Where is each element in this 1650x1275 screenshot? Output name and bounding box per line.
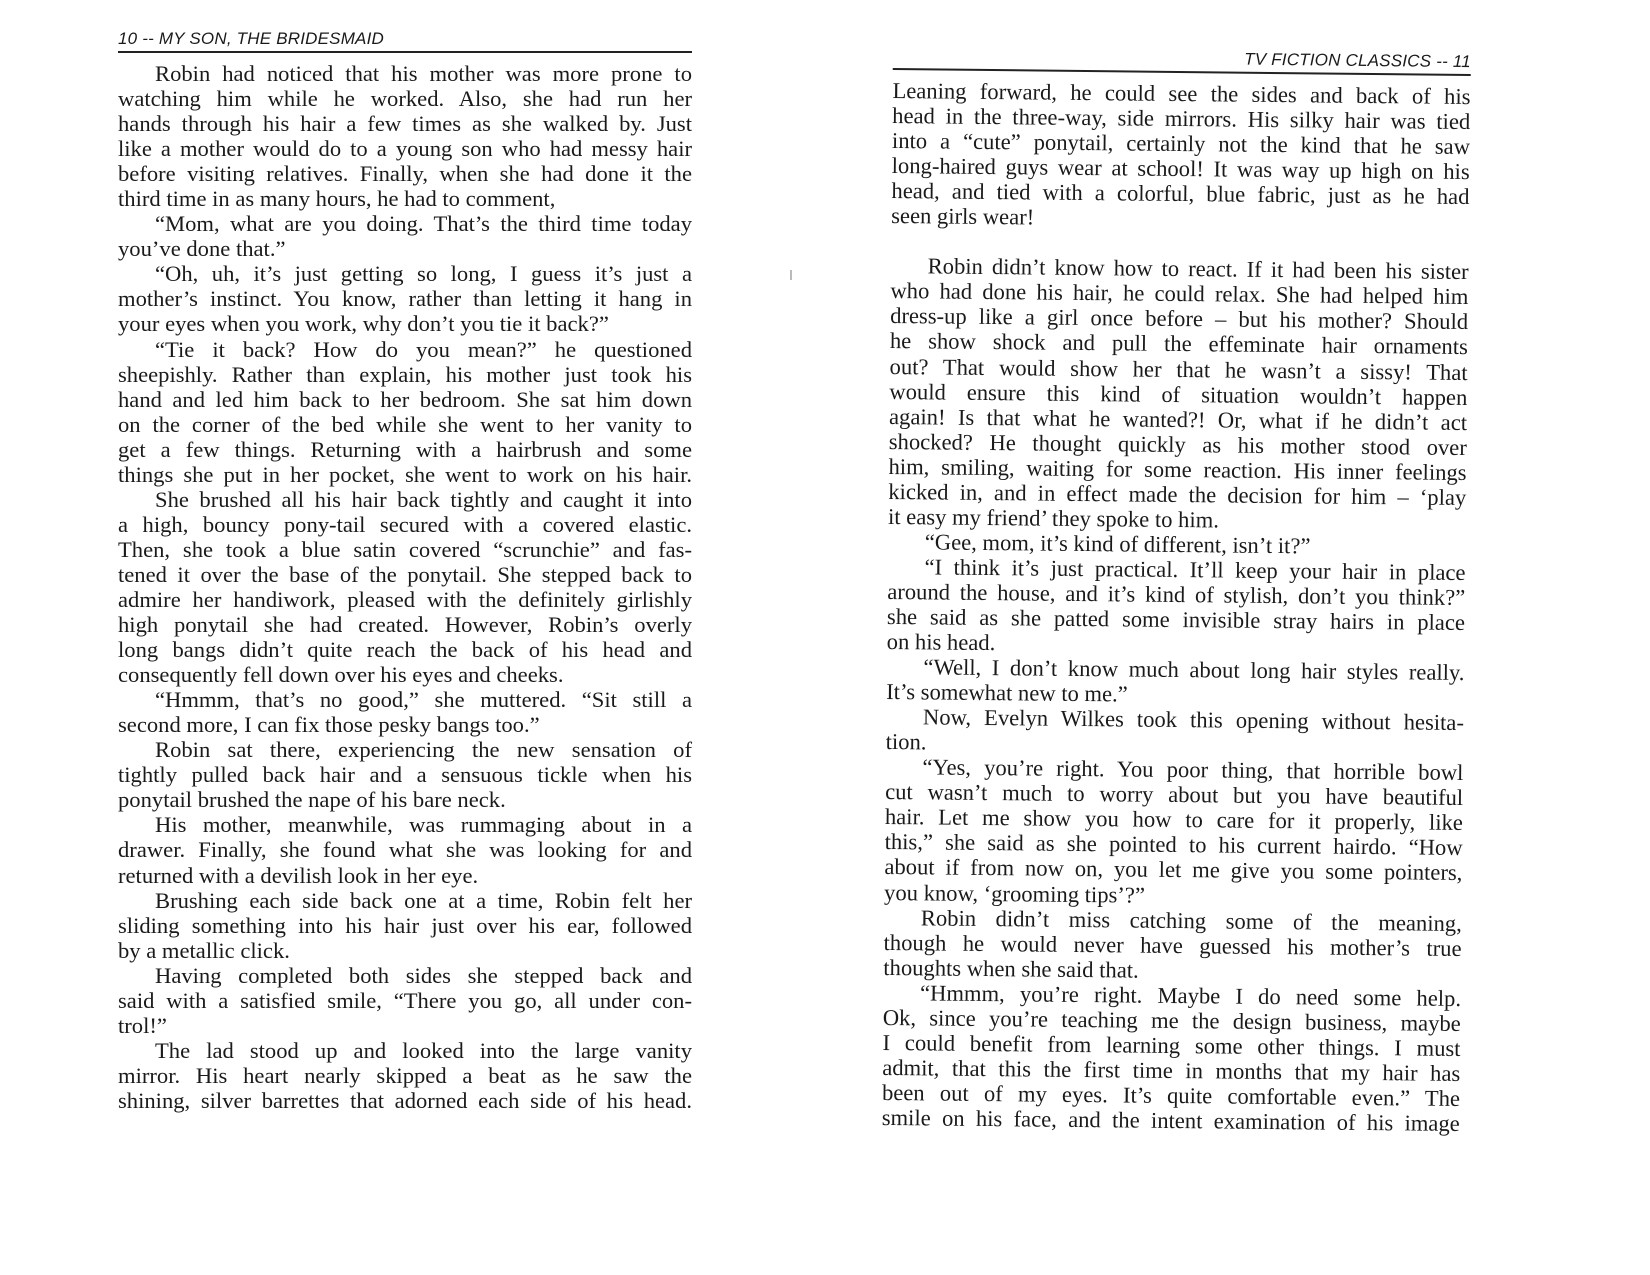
text-line: Now, Evelyn Wilkes took this opening without hesita- (922, 704, 1465, 736)
text-line: Robin didn’t know how to react. If it had been his sister (927, 253, 1469, 285)
text-line: third time in as many hours, he had to comment, (118, 186, 556, 212)
text-line: His mother, meanwhile, was rummaging about in a (155, 812, 692, 838)
text-line: The lad stood up and looked into the large vanity (155, 1037, 692, 1063)
text-line: It’s somewhat new to me.” (886, 679, 1128, 707)
text-line: kicked in, and in effect made the decision for him – ‘play (888, 478, 1467, 510)
text-line: head, and tied with a colorful, blue fabric, just as he had (891, 178, 1470, 210)
text-line: sheepishly. Rather than explain, his mother just took his (118, 361, 692, 387)
text-line: cut wasn’t much to worry about but you have beautiful (885, 779, 1464, 811)
text-line: things she put in her pocket, she went to work on his hair. (118, 461, 692, 487)
text-line: on the corner of the bed while she went to her vanity to (118, 411, 692, 437)
text-line: “I think it’s just practical. It’ll keep your hair in place (924, 554, 1466, 585)
text-line: about if from now on, you let me give you some pointers, (884, 854, 1463, 886)
text-line: tion. (885, 729, 927, 755)
text-line: Robin had noticed that his mother was more prone to (155, 61, 692, 86)
text-line: smile on his face, and the intent examination of his image (881, 1104, 1460, 1136)
text-line: Ok, since you’re teaching me the design business, maybe (882, 1004, 1461, 1036)
text-line: tightly pulled back hair and a sensuous tickle when his (118, 762, 692, 788)
gutter-mark (790, 270, 792, 280)
text-line: Brushing each side back one at a time, Robin felt her (155, 887, 692, 913)
text-line: shocked? He thought quickly as his mother stood over (888, 428, 1467, 460)
text-line: admit, that this the first time in months that my hair has (882, 1054, 1461, 1086)
text-line: though he would never have guessed his mother’s true (883, 929, 1462, 961)
text-line: “Gee, mom, it’s kind of different, isn’t it?” (924, 529, 1311, 559)
text-line: drawer. Finally, she found what she was looking for and (118, 837, 692, 863)
text-line: mirror. His heart nearly skipped a beat as he saw the (118, 1062, 692, 1088)
text-line: Robin didn’t miss catching some of the meaning, (920, 904, 1462, 936)
text-line: tened it over the base of the ponytail. She stepped back to (118, 561, 692, 587)
text-line: She brushed all his hair back tightly and caught it into (155, 486, 692, 512)
text-line: Having completed both sides she stepped back and (155, 962, 692, 988)
text-line: “Mom, what are you doing. That’s the third time today (155, 211, 692, 237)
text-line: like a mother would do to a young son who had messy hair (118, 136, 692, 162)
text-line: dress-up like a girl once before – but his mother? Should (890, 303, 1469, 335)
text-line: been out of my eyes. It’s quite comfortable even.” The (881, 1079, 1461, 1111)
text-line: this,” she said as she pointed to his current hairdo. “How (884, 829, 1463, 861)
text-line: you’ve done that.” (118, 236, 286, 262)
text-line: watching him while he worked. Also, she had run her (118, 86, 692, 112)
text-line: consequently fell down over his eyes and cheeks. (118, 662, 564, 688)
text-line: mother’s instinct. You know, rather than letting it hang in (118, 286, 692, 312)
text-line: Then, she took a blue satin covered “scrunchie” and fas- (118, 536, 692, 562)
text-line: “Tie it back? How do you mean?” he questioned (155, 336, 692, 362)
page-body-left (118, 61, 692, 1113)
text-line: head in the three-way, side mirrors. His silky hair was tied (892, 103, 1471, 135)
text-line: long-haired guys wear at school! It was way up high on his (891, 153, 1470, 185)
text-line: before visiting relatives. Finally, when she had done it the (118, 161, 692, 187)
text-line: second more, I can fix those pesky bangs too.” (118, 712, 540, 738)
text-line: him, smiling, waiting for some reaction. His inner feelings (888, 453, 1467, 485)
text-line: “Hmmm, you’re right. Maybe I do need some help. (919, 980, 1462, 1011)
text-line: ponytail brushed the nape of his bare neck. (118, 787, 506, 813)
text-line: would ensure this kind of situation wouldn’t happen (889, 378, 1468, 410)
text-line: into a “cute” ponytail, certainly not the kind that he saw (891, 128, 1471, 160)
text-line: “Hmmm, that’s no good,” she muttered. “Sit still a (155, 687, 692, 713)
text-line: “Oh, uh, it’s just getting so long, I guess it’s just a (155, 261, 692, 287)
text-line: hair. Let me show you how to care for it properly, like (884, 804, 1464, 836)
text-line: your eyes when you work, why don’t you tie it back?” (118, 311, 609, 337)
text-line: thoughts when she said that. (883, 954, 1139, 983)
text-line: she said as she patted some invisible stray hairs in place (886, 603, 1466, 636)
text-line: shining, silver barrettes that adorned each side of his head. (118, 1087, 692, 1113)
text-line: you know, ‘grooming tips’?” (883, 879, 1146, 908)
text-line: trol!” (118, 1012, 167, 1038)
text-line: he show shock and pull the effeminate hair ornaments (889, 328, 1468, 360)
page-header-right: TV FICTION CLASSICS -- 11 (1244, 49, 1471, 72)
text-line: around the house, and it’s kind of stylish, don’t you think?” (887, 578, 1466, 610)
text-line: I could benefit from learning some other things. I must (882, 1029, 1461, 1061)
text-line: long bangs didn’t quite reach the back of his head and (118, 637, 692, 663)
text-line: hands through his hair a few times as she walked by. Just (118, 111, 692, 137)
text-line: get a few things. Returning with a hairbrush and some (118, 436, 692, 462)
text-line: seen girls wear! (891, 203, 1035, 230)
text-line: out? That would show her that he wasn’t a sissy! That (889, 353, 1468, 385)
header-rule (118, 51, 692, 53)
text-line: admire her handiwork, pleased with the definitely girlishly (118, 586, 692, 612)
text-line: “Yes, you’re right. You poor thing, that horrible bowl (922, 754, 1464, 786)
text-line: said with a satisfied smile, “There you go, all under con- (118, 987, 692, 1013)
text-line: Robin sat there, experiencing the new sensation of (155, 737, 692, 763)
text-line: hand and led him back to her bedroom. She sat him down (118, 386, 692, 412)
left-page (118, 28, 692, 1113)
text-line: who had done his hair, he could relax. She had helped him (890, 278, 1469, 310)
text-line: Leaning forward, he could see the sides and back of his (892, 77, 1471, 110)
text-line: again! Is that what he wanted?! Or, what if he didn’t act (888, 403, 1468, 435)
text-line: high ponytail she had created. However, Robin’s overly (118, 612, 692, 638)
text-line: it easy my friend’ they spoke to him. (887, 503, 1220, 533)
text-line: “Well, I don’t know much about long hair styles really. (923, 654, 1465, 686)
text-line: by a metallic click. (118, 937, 290, 963)
text-line: sliding something into his hair just over his ear, followed (118, 912, 692, 938)
text-line: on his head. (886, 628, 996, 656)
page-header-left: 10 -- MY SON, THE BRIDESMAID (118, 29, 384, 48)
page-body-right (882, 78, 1471, 1136)
text-line: returned with a devilish look in her eye. (118, 862, 479, 888)
right-page (882, 45, 1471, 1136)
text-line: a high, bouncy pony-tail secured with a covered elastic. (118, 511, 692, 537)
